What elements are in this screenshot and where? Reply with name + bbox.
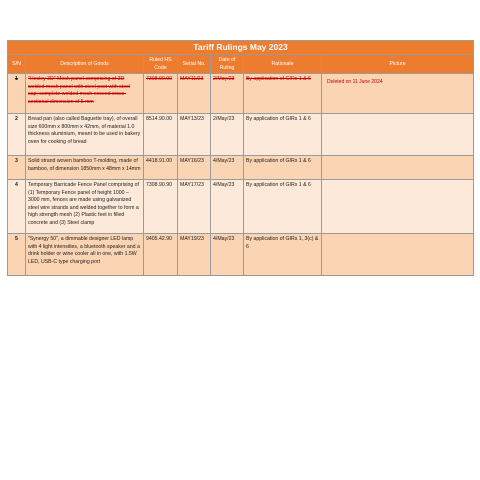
cell-picture [322, 180, 474, 234]
table-title: Tariff Rulings May 2023 [8, 41, 474, 55]
cell-rationale: By application of GIRs 1 & 6 [244, 156, 322, 180]
cell-picture [322, 234, 474, 276]
cell-serial: MAY13/23 [178, 114, 211, 156]
cell-serial: MAY16/23 [178, 156, 211, 180]
header-description: Description of Goods [26, 55, 144, 74]
cell-serial: MAY17/23 [178, 180, 211, 234]
cell-sn: 5 [8, 234, 26, 276]
cell-date: 4/May/23 [211, 234, 244, 276]
cell-description: Temporary Barricade Fence Panel comprising of (1) Temporary Fence panel of height 1000 – 3000 mm, fences are made using galvanized steel wire strands and welded together to form a high strength mesh (2) Plastic feet in filled concrete and (3) Steel clamp [26, 180, 144, 234]
cell-picture [322, 114, 474, 156]
cell-picture [322, 74, 474, 114]
header-date: Date of Ruling [211, 55, 244, 74]
cell-sn: 3 [8, 156, 26, 180]
cell-picture [322, 156, 474, 180]
cell-hs-code: 4418.91.00 [144, 156, 178, 180]
cell-sn: 2 [8, 114, 26, 156]
cell-sn: 1 [8, 74, 26, 114]
cell-rationale: By application of GIRs 1 & 6 [244, 180, 322, 234]
cell-date: 4/May/23 [211, 180, 244, 234]
tariff-rulings-table [7, 40, 474, 276]
cell-date: 2/May/23 [211, 74, 244, 114]
cell-hs-code: 7308.90.90 [144, 180, 178, 234]
cell-serial: MAY19/23 [178, 234, 211, 276]
cell-description: "Synergy 50", a dimmable designer LED lamp with 4 light intensities, a bluetooth speaker and a drink holder or wine cooler all in one, with 1.5W LED, USB-C type charging port [26, 234, 144, 276]
header-sn: S/N [8, 55, 26, 74]
table-row [8, 180, 474, 234]
cell-hs-code: 7308.90.90 [144, 74, 178, 114]
cell-description: "Hesley 3D" Mesh panel comprising of 3D welded mesh panel with steel post with steel cap; complete welded mesh exceed cross-sectional dimension of 5 mm [26, 74, 144, 114]
cell-hs-code: 9405.42.90 [144, 234, 178, 276]
header-serial: Serial No. [178, 55, 211, 74]
cell-rationale: By application of GIRs 1 & 6 [244, 74, 322, 114]
table-row [8, 234, 474, 276]
deleted-note: Deleted on 11 June 2024 [327, 79, 383, 85]
cell-description: Bread pan (also called Baguette tray), of overall size 600mm x 800mm x 42mm, of material 1.0 thickness aluminium, meant to be used in bakery oven for cooking of bread [26, 114, 144, 156]
table-row [8, 114, 474, 156]
cell-rationale: By application of GIRs 1, 3(c) & 6 [244, 234, 322, 276]
cell-date: 2/May/23 [211, 114, 244, 156]
tariff-rulings-sheet [7, 40, 473, 276]
cell-sn: 4 [8, 180, 26, 234]
table-row [8, 74, 474, 114]
cell-description: Solid strand woven bamboo T-molding, made of bamboo, of dimension 1850mm x 48mm x 14mm [26, 156, 144, 180]
header-hs-code: Ruled HS Code [144, 55, 178, 74]
table-row [8, 156, 474, 180]
header-rationale: Rationale [244, 55, 322, 74]
cell-rationale: By application of GIRs 1 & 6 [244, 114, 322, 156]
cell-date: 4/May/23 [211, 156, 244, 180]
cell-serial: MAY11/23 [178, 74, 211, 114]
header-picture: Picture [322, 55, 474, 74]
cell-hs-code: 8514.90.00 [144, 114, 178, 156]
